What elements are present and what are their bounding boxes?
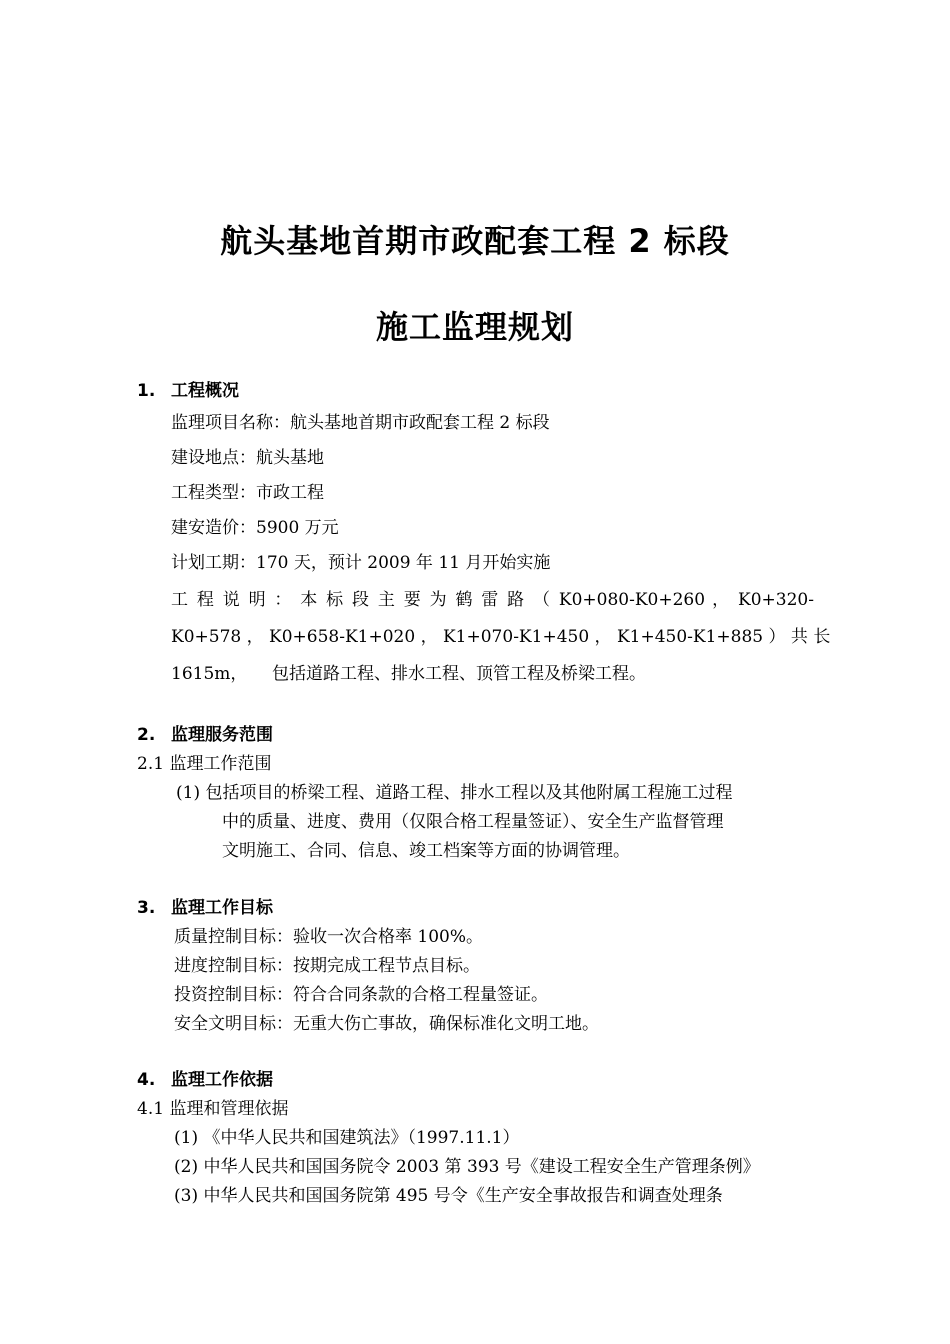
project-description-line: 工 程 说 明 ： 本 标 段 主 要 为 鹤 雷 路 （ K0+080-K0+260 ， K0+320-: [171, 590, 814, 610]
project-description-line: 包括道路工程、排水工程、顶管工程及桥梁工程。: [272, 664, 646, 684]
project-description-line: 1615m，: [171, 664, 248, 684]
document-subtitle: 施工监理规划: [375, 308, 574, 346]
section-title: 监理工作目标: [171, 898, 273, 918]
scope-item-continuation: 文明施工、合同、信息、竣工档案等方面的协调管理。: [222, 841, 630, 861]
basis-item: (2) 中华人民共和国国务院令 2003 第 393 号《建设工程安全生产管理条例》: [174, 1157, 760, 1177]
section-number: 4.: [137, 1070, 156, 1090]
project-description-line: K0+578 ， K0+658-K1+020 ， K1+070-K1+450 ， K1+450-K1+885 ） 共 长: [171, 627, 831, 647]
goal-item: 投资控制目标：符合合同条款的合格工程量签证。: [174, 985, 548, 1005]
section-title: 工程概况: [171, 381, 239, 401]
project-location: 建设地点：航头基地: [171, 448, 324, 468]
section-4-heading: [137, 1069, 273, 1091]
basis-item: (3) 中华人民共和国国务院第 495 号令《生产安全事故报告和调查处理条: [174, 1186, 723, 1206]
section-1-heading: [137, 380, 239, 402]
project-name: 监理项目名称：航头基地首期市政配套工程 2 标段: [171, 413, 550, 433]
subsection-title: 2.1 监理工作范围: [137, 754, 272, 774]
section-title: 监理服务范围: [171, 725, 273, 745]
document-title: 航头基地首期市政配套工程 2 标段: [220, 222, 730, 260]
subsection-title: 4.1 监理和管理依据: [137, 1099, 289, 1119]
goal-item: 质量控制目标：验收一次合格率 100%。: [174, 927, 484, 947]
section-number: 3.: [137, 898, 156, 918]
project-type: 工程类型：市政工程: [171, 483, 324, 503]
scope-item: (1) 包括项目的桥梁工程、道路工程、排水工程以及其他附属工程施工过程: [176, 783, 733, 803]
project-schedule: 计划工期：170 天，预计 2009 年 11 月开始实施: [171, 553, 551, 573]
section-2-heading: [137, 724, 273, 746]
goal-item: 安全文明目标：无重大伤亡事故，确保标准化文明工地。: [174, 1014, 599, 1034]
section-number: 1.: [137, 381, 156, 401]
basis-item: (1) 《中华人民共和国建筑法》（1997.11.1）: [174, 1128, 520, 1148]
section-title: 监理工作依据: [171, 1070, 273, 1090]
section-number: 2.: [137, 725, 156, 745]
scope-item-continuation: 中的质量、进度、费用（仅限合格工程量签证）、安全生产监督管理: [222, 812, 724, 832]
project-cost: 建安造价：5900 万元: [171, 518, 339, 538]
section-3-heading: [137, 897, 273, 919]
goal-item: 进度控制目标：按期完成工程节点目标。: [174, 956, 480, 976]
